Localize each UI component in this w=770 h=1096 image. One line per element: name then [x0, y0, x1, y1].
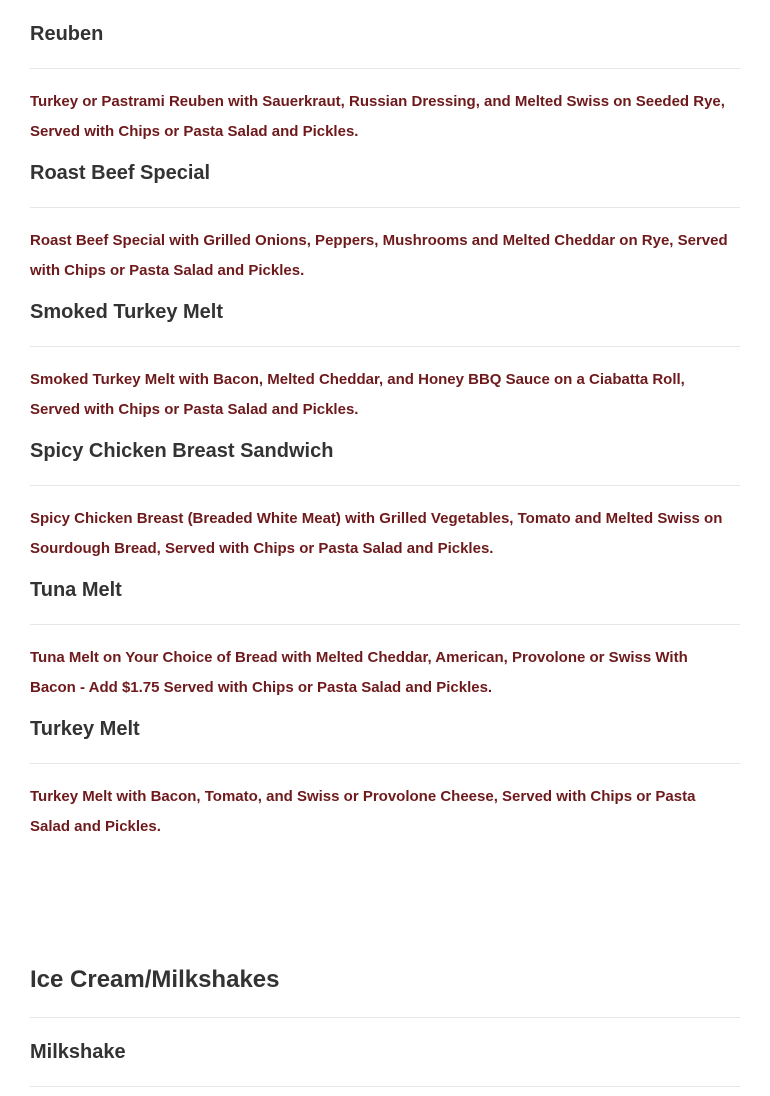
divider [30, 624, 740, 625]
divider [30, 346, 740, 347]
section-title: Ice Cream/Milkshakes [30, 966, 280, 993]
divider [30, 485, 740, 486]
divider [30, 1017, 740, 1018]
menu-item-name: Roast Beef Special [30, 162, 211, 184]
divider [30, 1086, 740, 1087]
menu-item-description: Spicy Chicken Breast (Breaded White Meat) with Grilled Vegetables, Tomato and Melted Swiss on Sourdough Bread, Served with Chips or Pasta Salad and Pickles. [30, 510, 723, 557]
divider [30, 68, 740, 69]
menu-item-name: Turkey Melt [30, 718, 140, 740]
menu-item-name: Tuna Melt [30, 579, 122, 601]
menu-item-description: Turkey Melt with Bacon, Tomato, and Swiss or Provolone Cheese, Served with Chips or Pasta Salad and Pickles. [30, 788, 696, 835]
menu-items-list [30, 0, 740, 856]
menu-item-name: Reuben [30, 23, 104, 45]
divider [30, 207, 740, 208]
menu-item-description: Turkey or Pastrami Reuben with Sauerkraut, Russian Dressing, and Melted Swiss on Seeded Rye, Served with Chips or Pasta Salad and Pickles. [30, 93, 725, 140]
divider [30, 763, 740, 764]
menu-item-name: Milkshake [30, 1041, 126, 1063]
menu-item-description: Roast Beef Special with Grilled Onions, Peppers, Mushrooms and Melted Cheddar on Rye, Served with Chips or Pasta Salad and Pickles. [30, 232, 728, 279]
menu-item-description: Tuna Melt on Your Choice of Bread with Melted Cheddar, American, Provolone or Swiss With Bacon - Add $1.75 Served with Chips or Pasta Salad and Pickles. [30, 649, 688, 696]
menu-item-description: Smoked Turkey Melt with Bacon, Melted Cheddar, and Honey BBQ Sauce on a Ciabatta Roll, Served with Chips or Pasta Salad and Pickles. [30, 371, 685, 418]
menu-item-name: Spicy Chicken Breast Sandwich [30, 440, 334, 462]
menu-item-name: Smoked Turkey Melt [30, 301, 224, 323]
